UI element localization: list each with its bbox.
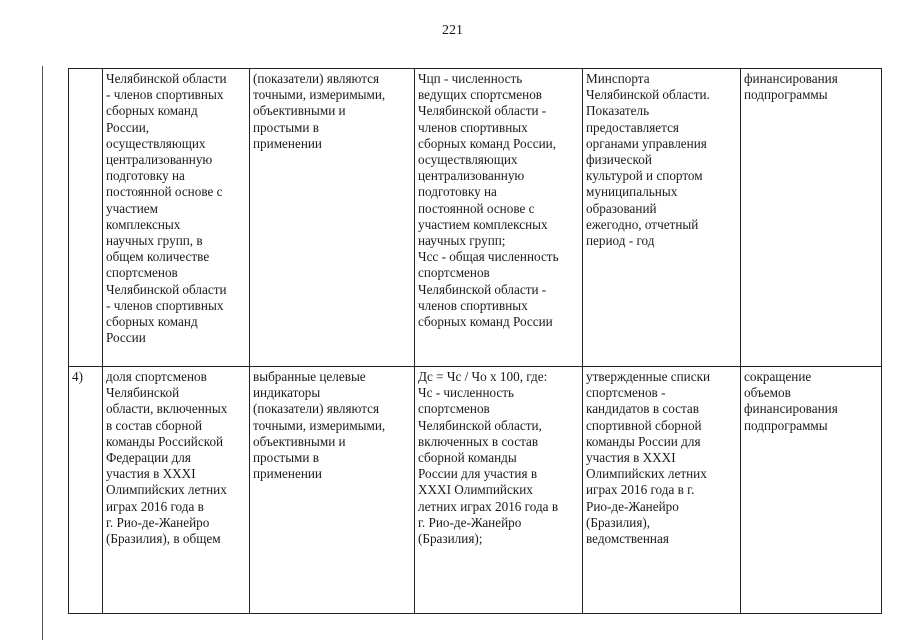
page-crop-edge (68, 617, 839, 640)
effect-cell: финансирования подпрограммы (741, 69, 882, 367)
margin-line (42, 66, 43, 640)
formula-cell: Дс = Чс / Чо х 100, где: Чс - численность спортсменов Челябинской области, включенных в состав сборной команды России для участия в XXXI Олимпийских летних играх 2016 года в г. Рио-де-Жанейро (Бразилия); (415, 367, 583, 614)
data-source-cell: Минспорта Челябинской области. Показатель предоставляется органами управления физической культурой и спортом муниципальных образований ежегодно, отчетный период - год (583, 69, 741, 367)
page-number: 221 (442, 23, 463, 38)
effect-cell: сокращение объемов финансирования подпрограммы (741, 367, 882, 614)
row-number-cell: 4) (69, 367, 103, 614)
data-source-cell: утвержденные списки спортсменов - кандидатов в состав спортивной сборной команды России для участия в XXXI Олимпийских летних играх 2016 года в г. Рио-де-Жанейро (Бразилия), ведомственная (583, 367, 741, 614)
indicator-name-cell: доля спортсменов Челябинской области, включенных в состав сборной команды Российской Федерации для участия в XXXI Олимпийских летних играх 2016 года в г. Рио-де-Жанейро (Бразилия), в общем (103, 367, 250, 614)
indicators-table (68, 68, 882, 614)
justification-cell: (показатели) являются точными, измеримыми, объективными и простыми в применении (250, 69, 415, 367)
justification-cell: выбранные целевые индикаторы (показатели) являются точными, измеримыми, объективными и простыми в применении (250, 367, 415, 614)
table-row (69, 367, 882, 614)
formula-cell: Чцп - численность ведущих спортсменов Челябинской области - членов спортивных сборных команд России, осуществляющих централизованную подготовку на постоянной основе с участием комплексных научных групп; Чсс - общая численность спортсменов Челябинской области - членов спортивных сборных команд России (415, 69, 583, 367)
table-row (69, 69, 882, 367)
row-number-cell (69, 69, 103, 367)
indicator-name-cell: Челябинской области - членов спортивных сборных команд России, осуществляющих централизованную подготовку на постоянной основе с участием комплексных научных групп, в общем количестве спортсменов Челябинской области - членов спортивных сборных команд России (103, 69, 250, 367)
